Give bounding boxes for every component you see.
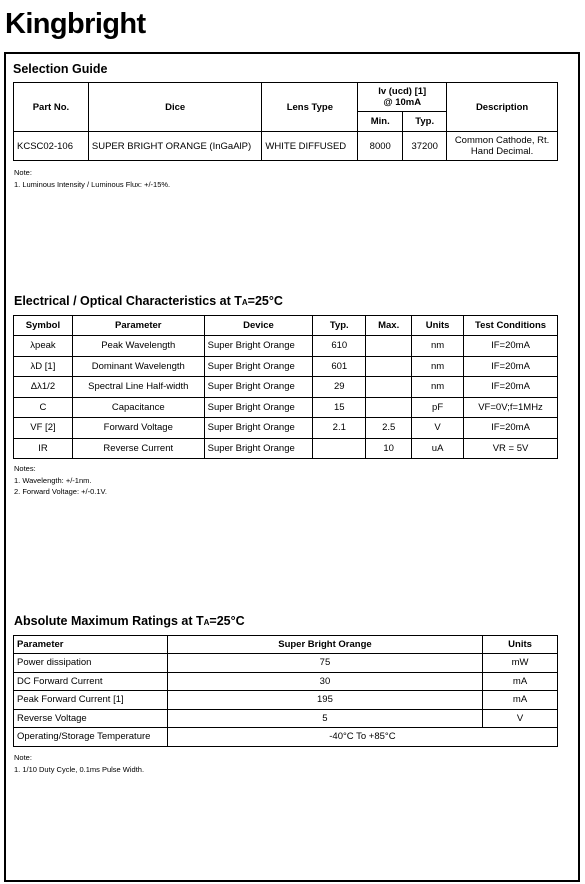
table-cell — [366, 377, 412, 398]
absolute-header-row — [14, 636, 558, 654]
table-cell: VR = 5V — [464, 438, 558, 459]
table-cell: IF=20mA — [464, 418, 558, 439]
table-row — [14, 728, 558, 747]
cell-lens-type: WHITE DIFFUSED — [262, 132, 358, 161]
table-cell: IF=20mA — [464, 356, 558, 377]
table-cell: 5 — [167, 709, 482, 728]
table-row — [14, 672, 558, 691]
header-typ: Typ. — [403, 112, 447, 132]
table-cell: Super Bright Orange — [204, 336, 313, 357]
header-min: Min. — [358, 112, 403, 132]
table-cell — [366, 336, 412, 357]
table-row — [14, 377, 558, 398]
table-cell: IF=20mA — [464, 336, 558, 357]
table-cell: V — [483, 709, 558, 728]
table-row — [14, 654, 558, 673]
table-cell — [313, 438, 366, 459]
table-cell: Super Bright Orange — [204, 438, 313, 459]
electrical-title-pre: Electrical / Optical Characteristics at T — [14, 294, 242, 308]
description-line-2: Hand Decimal. — [470, 146, 534, 157]
table-cell: Reverse Current — [72, 438, 204, 459]
header-iv-condition: @ 10mA — [383, 97, 422, 108]
header-iv — [358, 83, 447, 112]
table-cell: mA — [483, 691, 558, 710]
table-cell: Super Bright Orange — [204, 356, 313, 377]
table-row — [14, 691, 558, 710]
selection-guide-table — [13, 82, 558, 161]
table-cell: 10 — [366, 438, 412, 459]
table-cell: DC Forward Current — [14, 672, 168, 691]
column-header: Units — [412, 316, 464, 336]
absolute-table — [13, 635, 558, 747]
cell-description — [447, 132, 558, 161]
table-cell: nm — [412, 377, 464, 398]
table-row — [14, 397, 558, 418]
table-cell: pF — [412, 397, 464, 418]
table-cell: Δλ1/2 — [14, 377, 73, 398]
electrical-header-row — [14, 316, 558, 336]
electrical-title — [14, 294, 283, 308]
brand-logo: Kingbright — [5, 8, 146, 40]
header-description: Description — [447, 83, 558, 132]
column-header: Parameter — [14, 636, 168, 654]
note-line: 1. Wavelength: +/-1nm. — [14, 475, 92, 485]
note-line: 1. 1/10 Duty Cycle, 0.1ms Pulse Width. — [14, 764, 145, 774]
table-cell: -40°C To +85°C — [167, 728, 557, 747]
table-row — [14, 709, 558, 728]
table-cell: Reverse Voltage — [14, 709, 168, 728]
table-cell — [366, 356, 412, 377]
table-cell: Spectral Line Half-width — [72, 377, 204, 398]
table-row — [14, 438, 558, 459]
table-cell: V — [412, 418, 464, 439]
description-line-1: Common Cathode, Rt. — [454, 135, 550, 146]
table-cell: 29 — [313, 377, 366, 398]
table-cell: Dominant Wavelength — [72, 356, 204, 377]
column-header: Typ. — [313, 316, 366, 336]
table-cell: 75 — [167, 654, 482, 673]
column-header: Super Bright Orange — [167, 636, 482, 654]
table-cell: 195 — [167, 691, 482, 710]
table-cell: VF [2] — [14, 418, 73, 439]
electrical-title-post: =25°C — [247, 294, 283, 308]
selection-guide-notes — [14, 167, 170, 190]
absolute-title-sub: A — [203, 618, 210, 627]
column-header: Max. — [366, 316, 412, 336]
table-cell: λD [1] — [14, 356, 73, 377]
table-cell: nm — [412, 356, 464, 377]
column-header: Device — [204, 316, 313, 336]
header-lens-type: Lens Type — [262, 83, 358, 132]
table-cell: λpeak — [14, 336, 73, 357]
electrical-title-sub: A — [241, 298, 248, 307]
table-cell: Operating/Storage Temperature — [14, 728, 168, 747]
table-cell: mA — [483, 672, 558, 691]
table-cell: uA — [412, 438, 464, 459]
cell-iv-min: 8000 — [358, 132, 403, 161]
column-header: Symbol — [14, 316, 73, 336]
table-row — [14, 418, 558, 439]
table-cell: IF=20mA — [464, 377, 558, 398]
table-cell: IR — [14, 438, 73, 459]
header-dice: Dice — [88, 83, 262, 132]
table-row — [14, 336, 558, 357]
absolute-title — [14, 614, 245, 628]
table-cell: 610 — [313, 336, 366, 357]
table-cell: C — [14, 397, 73, 418]
table-cell: 2.1 — [313, 418, 366, 439]
note-heading: Note: — [14, 168, 32, 177]
note-line: 1. Luminous Intensity / Luminous Flux: +/-15%. — [14, 179, 171, 189]
table-cell: mW — [483, 654, 558, 673]
table-cell: Super Bright Orange — [204, 418, 313, 439]
cell-iv-typ: 37200 — [403, 132, 447, 161]
electrical-table — [13, 315, 558, 459]
table-cell: nm — [412, 336, 464, 357]
electrical-body — [14, 336, 558, 459]
table-cell: Capacitance — [72, 397, 204, 418]
electrical-notes — [14, 463, 107, 498]
table-cell: 2.5 — [366, 418, 412, 439]
header-part-no: Part No. — [14, 83, 89, 132]
table-cell: 601 — [313, 356, 366, 377]
absolute-notes — [14, 752, 144, 775]
absolute-body — [14, 654, 558, 747]
selection-guide-title: Selection Guide — [13, 62, 108, 76]
table-cell: 15 — [313, 397, 366, 418]
cell-part-no: KCSC02-106 — [14, 132, 89, 161]
note-line: 2. Forward Voltage: +/-0.1V. — [14, 487, 107, 496]
table-cell — [366, 397, 412, 418]
table-cell: Forward Voltage — [72, 418, 204, 439]
table-cell: Super Bright Orange — [204, 377, 313, 398]
table-cell: Peak Forward Current [1] — [14, 691, 168, 710]
note-heading: Note: — [14, 753, 32, 762]
header-iv-label: Iv (ucd) [1] — [378, 86, 427, 97]
table-cell: VF=0V;f=1MHz — [464, 397, 558, 418]
absolute-title-post: =25°C — [209, 614, 245, 628]
table-row — [14, 356, 558, 377]
table-cell: Peak Wavelength — [72, 336, 204, 357]
table-cell: Power dissipation — [14, 654, 168, 673]
column-header: Test Conditions — [464, 316, 558, 336]
note-heading: Notes: — [14, 464, 36, 473]
column-header: Units — [483, 636, 558, 654]
table-cell: 30 — [167, 672, 482, 691]
absolute-title-pre: Absolute Maximum Ratings at T — [14, 614, 204, 628]
column-header: Parameter — [72, 316, 204, 336]
table-cell: Super Bright Orange — [204, 397, 313, 418]
cell-dice: SUPER BRIGHT ORANGE (InGaAlP) — [88, 132, 262, 161]
